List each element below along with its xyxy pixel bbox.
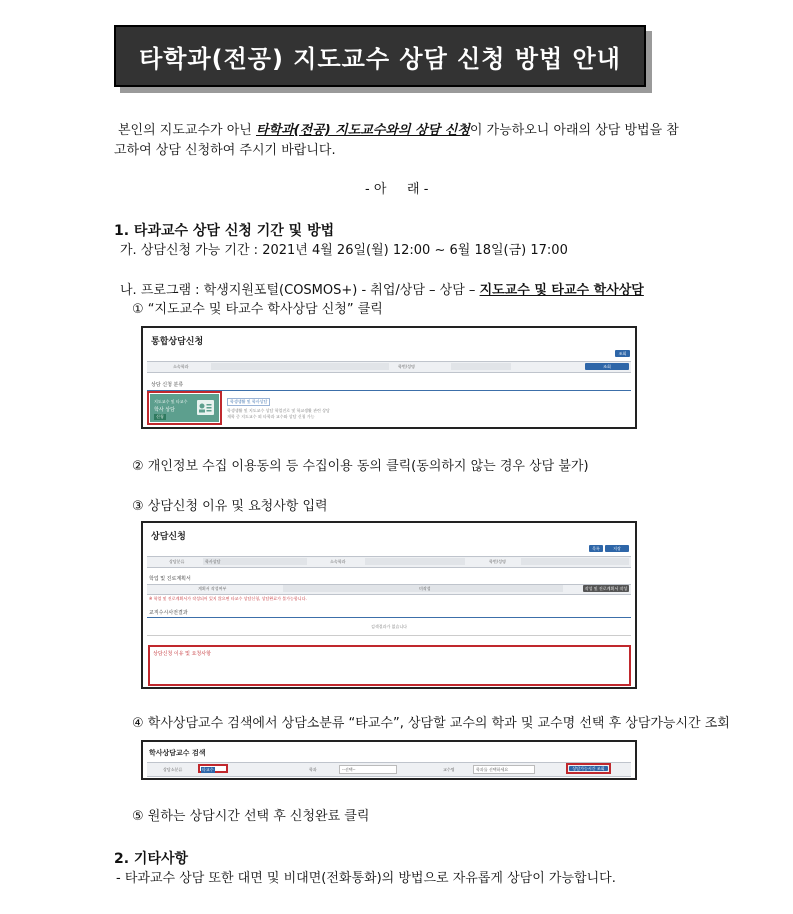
shot1-title: 통합상담신청 — [151, 337, 204, 347]
shot1-field2-label: 학번/성명 — [398, 364, 415, 369]
shot2-notice: ※ 학업 및 진로계획서가 작성되어 있지 않으면 타교수 상담신청, 상담완료가 불가능합니다. — [149, 596, 307, 601]
shot2-empty: 검색결과가 없습니다 — [371, 624, 408, 629]
shot2-f2-label: 소속학과 — [330, 559, 346, 564]
intro-text: 본인의 지도교수가 아닌 — [118, 123, 256, 138]
shot1-card-tag: 신청 — [156, 414, 164, 419]
shot1-highlight — [147, 391, 222, 425]
screenshot-integrated-request — [141, 326, 637, 429]
step-1: ① “지도교수 및 타교수 학사상담 신청” 클릭 — [132, 302, 383, 317]
shot2-f3-value — [521, 558, 629, 565]
shot4-search-button[interactable]: 상담가능시간 조회 — [569, 766, 608, 771]
shot2-list-button[interactable]: 목록 — [589, 545, 603, 552]
shot2-row-value: 미작성 — [419, 586, 431, 591]
shot1-field1-value[interactable] — [211, 363, 389, 370]
shot1-top-button[interactable]: 조회 — [615, 350, 630, 357]
intro-line-1 — [118, 121, 679, 141]
shot1-card-line1: 지도교수 및 타교수 — [154, 399, 188, 404]
below-label: - 아 래 - — [365, 182, 429, 197]
shot2-reason-textarea[interactable] — [148, 645, 631, 686]
shot2-divider — [147, 617, 631, 618]
shot4-f2-select[interactable] — [339, 765, 397, 774]
shot4-f1-label: 상담소분류 — [163, 767, 183, 772]
shot2-f1-label: 상담분류 — [169, 559, 185, 564]
page-title: 타학과(전공) 지도교수 상담 신청 방법 안내 — [114, 25, 646, 87]
shot2-f3-label: 학번/성명 — [489, 559, 506, 564]
intro-emphasis: 타학과(전공) 지도교수와의 상담 신청 — [255, 123, 470, 138]
step-4: ④ 학사상담교수 검색에서 상담소분류 “타교수”, 상담할 교수의 학과 및 교수명 선택 후 상담가능시간 조회 — [132, 716, 730, 731]
shot2-plan-button[interactable]: 작성 및 진로계획서 작성 — [584, 585, 628, 591]
shot4-f3-select[interactable] — [473, 765, 535, 774]
shot4-title: 학사상담교수 검색 — [149, 749, 206, 757]
shot4-f3-label: 교수명 — [443, 767, 455, 772]
program-text: 나. 프로그램 : 학생지원포털(COSMOS+) - 취업/상담 – 상담 – — [120, 283, 480, 298]
shot2-f1-select[interactable] — [203, 558, 307, 565]
intro-text-post: 이 가능하오니 아래의 상담 방법을 참 — [469, 123, 679, 138]
shot2-divider2 — [147, 635, 631, 636]
shot1-field1-label: 소속학과 — [173, 364, 189, 369]
shot2-sec2: 교직수시사전결과 — [149, 610, 188, 616]
shot1-field2-value[interactable] — [451, 363, 511, 370]
screenshot-counsel-request — [141, 521, 637, 689]
program-line — [120, 281, 644, 301]
shot1-section-label: 상담 신청 분류 — [151, 382, 184, 388]
shot1-search-button[interactable]: 조회 — [585, 363, 629, 370]
shot2-save-button[interactable]: 저장 — [605, 545, 629, 552]
intro-line-2: 고하여 상담 신청하여 주시기 바랍니다. — [114, 143, 336, 158]
shot4-search-button-frame — [566, 763, 611, 774]
shot2-f2-value — [365, 558, 465, 565]
shot4-f1-select[interactable] — [198, 764, 228, 773]
shot2-title: 상담신청 — [151, 532, 186, 542]
step-3: ③ 상담신청 이유 및 요청사항 입력 — [132, 499, 328, 514]
shot1-card-line2: 학사 상담 — [154, 407, 175, 413]
shot4-f2-label: 학과 — [309, 767, 317, 772]
shot1-desc-line1: 학생생활 및 지도교수 상담 학업진로 및 학교생활 관련 상담 — [227, 408, 330, 413]
program-menu-path: 지도교수 및 타교수 학사상담 — [479, 283, 644, 298]
step-5: ⑤ 원하는 상담시간 선택 후 신청완료 클릭 — [132, 809, 370, 824]
period-text: 가. 상담신청 가능 기간 : 2021년 4월 26일(월) 12:00 ~ 6월 18일(금) 17:00 — [120, 243, 568, 258]
shot2-f1-value: 학사상담 — [205, 559, 221, 564]
section2-heading: 2. 기타사항 — [114, 851, 189, 867]
section2-text: - 타과교수 상담 또한 대면 및 비대면(전화통화)의 방법으로 자유롭게 상담이 가능합니다. — [116, 871, 616, 886]
shot2-sec3: 상담신청 이유 및 요청사항 — [153, 651, 211, 657]
shot4-f3-value: 학과를 선택하세요 — [476, 767, 509, 772]
step-2: ② 개인정보 수집 이용동의 등 수집이용 동의 클릭(동의하지 않는 경우 상담 불가) — [132, 459, 589, 474]
shot4-f1-value: 타교수 — [202, 767, 214, 772]
shot1-desc-tag: 학생생활 및 학사상담 — [227, 398, 270, 406]
shot4-f2-value: --선택-- — [342, 767, 356, 772]
screenshot-professor-search — [141, 740, 637, 780]
shot2-row-cell — [283, 585, 563, 592]
shot1-desc-line2: 재학 중 지도교수 외 타학과 교수와 상담 신청 가능 — [227, 414, 315, 419]
section1-heading: 1. 타과교수 상담 신청 기간 및 방법 — [114, 223, 335, 239]
shot2-sec1: 학업 및 진로계획서 — [149, 576, 191, 582]
shot2-row-label: 계획서 작성여부 — [198, 586, 227, 591]
